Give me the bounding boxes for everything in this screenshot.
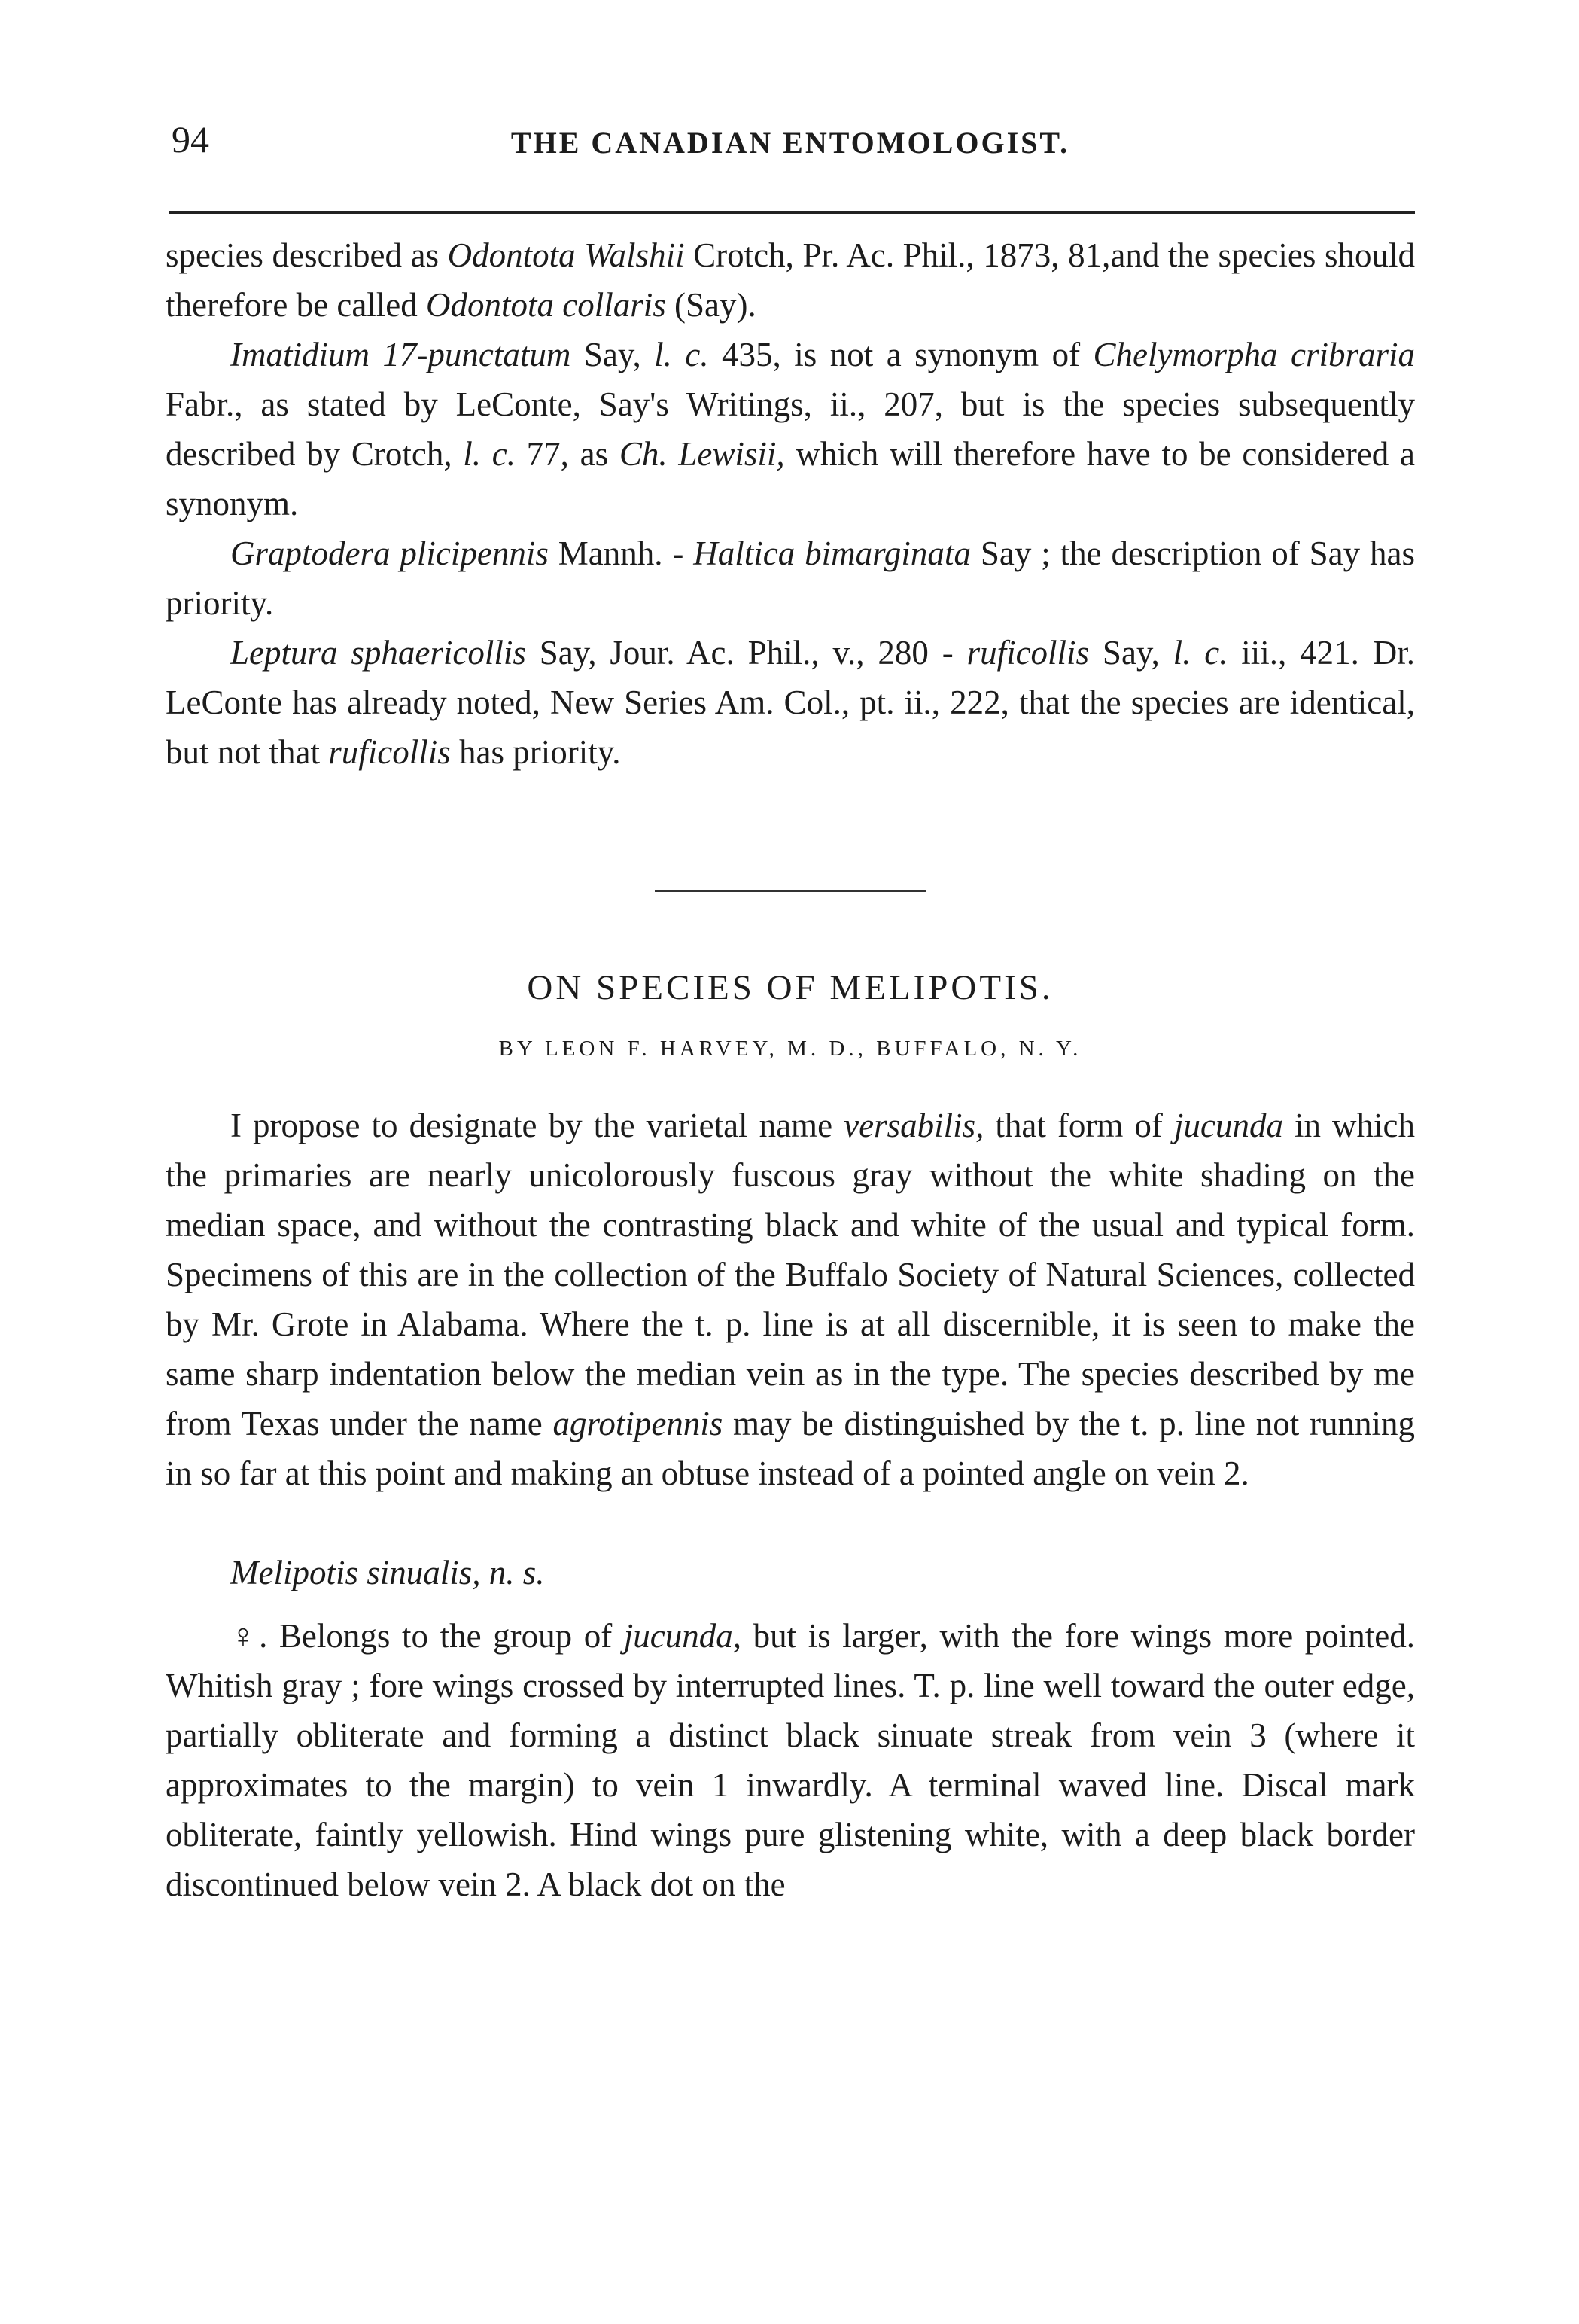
paragraph-imatidium xyxy=(166,330,1415,528)
paragraph-odontota xyxy=(166,230,1415,330)
italic-run: Imatidium 17-punctatum xyxy=(230,336,571,373)
document-page xyxy=(166,113,1415,1909)
text-run: Fabr., as stated by LeConte, Say's Writings, ii., 207, but is the species subsequently described by Crotch, xyxy=(166,385,1415,473)
running-head xyxy=(166,113,1415,173)
text-run: Say, xyxy=(1089,634,1173,672)
italic-run: l. c. xyxy=(463,435,516,473)
paragraph-intro xyxy=(166,1101,1415,1498)
text-run: 77, as xyxy=(515,435,619,473)
italic-run: Haltica bimarginata xyxy=(693,535,971,572)
text-run: that form of xyxy=(984,1107,1174,1144)
italic-run: ruficollis xyxy=(328,733,451,771)
journal-title: THE CANADIAN ENTOMOLOGIST. xyxy=(510,126,1070,160)
paragraph-leptura xyxy=(166,628,1415,777)
section-separator xyxy=(655,890,926,892)
text-run: I propose to designate by the varietal name xyxy=(230,1107,844,1144)
italic-run: Graptodera plicipennis xyxy=(230,535,549,572)
italic-run: Ch. Lewisii, xyxy=(619,435,785,473)
italic-run: jucunda xyxy=(1173,1107,1283,1144)
text-run: Say, xyxy=(570,336,655,373)
italic-run: versabilis, xyxy=(844,1107,984,1144)
paragraph-graptodera xyxy=(166,528,1415,628)
text-run: in which the primaries are nearly unicolorously fuscous gray without the white shading on the median space, and without the contrasting black and white of the usual and typical form. Specimens of this are in the collection of the Buffalo Society of Natural Sciences, collected by Mr. Grote in Alabama. Where the t. p. line is at all discernible, it is seen to make the same sharp indentation below the median vein as in the type. The species described by me from Texas under the name xyxy=(166,1107,1416,1442)
species-heading: Melipotis sinualis, n. s. xyxy=(230,1554,545,1591)
italic-run: ruficollis xyxy=(966,634,1090,672)
text-run: but is larger, with the fore wings more pointed. Whitish gray ; fore wings crossed by interrupted lines. T. p. line well toward the outer edge, partially obliterate and forming a distinct black sinuate streak from vein 3 (where it approximates to the margin) to vein 1 inwardly. A terminal waved line. Discal mark obliterate, faintly yellowish. Hind wings pure glistening white, with a deep black border discontinued below vein 2. A black dot on the xyxy=(166,1617,1415,1903)
text-run: iii., 421. Dr. LeConte has already noted, New Series Am. Col., pt. ii., 222, that the species are identical, but not that xyxy=(166,634,1415,771)
text-run: (Say). xyxy=(665,286,756,324)
text-run: which will therefore have to be considered a synonym. xyxy=(166,435,1415,522)
paragraph-species-description xyxy=(166,1611,1415,1909)
italic-run: jucunda, xyxy=(623,1617,742,1655)
text-run: Say, Jour. Ac. Phil., v., 280 - xyxy=(525,634,967,672)
italic-run: l. c. xyxy=(1173,634,1228,672)
text-run: has priority. xyxy=(450,733,621,771)
article-byline: BY LEON F. HARVEY, M. D., BUFFALO, N. Y. xyxy=(498,1037,1082,1061)
text-run: 435, is not a synonym of xyxy=(708,336,1094,373)
italic-run: l. c. xyxy=(654,336,709,373)
header-rule xyxy=(169,211,1415,214)
text-run: Say ; the description of Say has priority. xyxy=(166,535,1416,622)
page-number: 94 xyxy=(172,118,209,160)
text-run: Crotch, Pr. Ac. Phil., 1873, 81,and the species should therefore be called xyxy=(166,236,1415,324)
italic-run: Leptura sphaericollis xyxy=(230,634,526,672)
text-run: ♀. Belongs to the group of xyxy=(230,1617,624,1655)
italic-run: Odontota collaris xyxy=(426,286,666,324)
text-run: species described as xyxy=(166,236,448,274)
italic-run: agrotipennis xyxy=(552,1405,723,1442)
italic-run: Odontota Walshii xyxy=(447,236,685,274)
italic-run: Chelymorpha cribraria xyxy=(1093,336,1415,373)
article-title: ON SPECIES OF MELIPOTIS. xyxy=(527,968,1054,1007)
text-run: may be distinguished by the t. p. line not running in so far at this point and making an obtuse instead of a pointed angle on vein 2. xyxy=(166,1405,1415,1492)
text-run: Mannh. - xyxy=(548,535,694,572)
